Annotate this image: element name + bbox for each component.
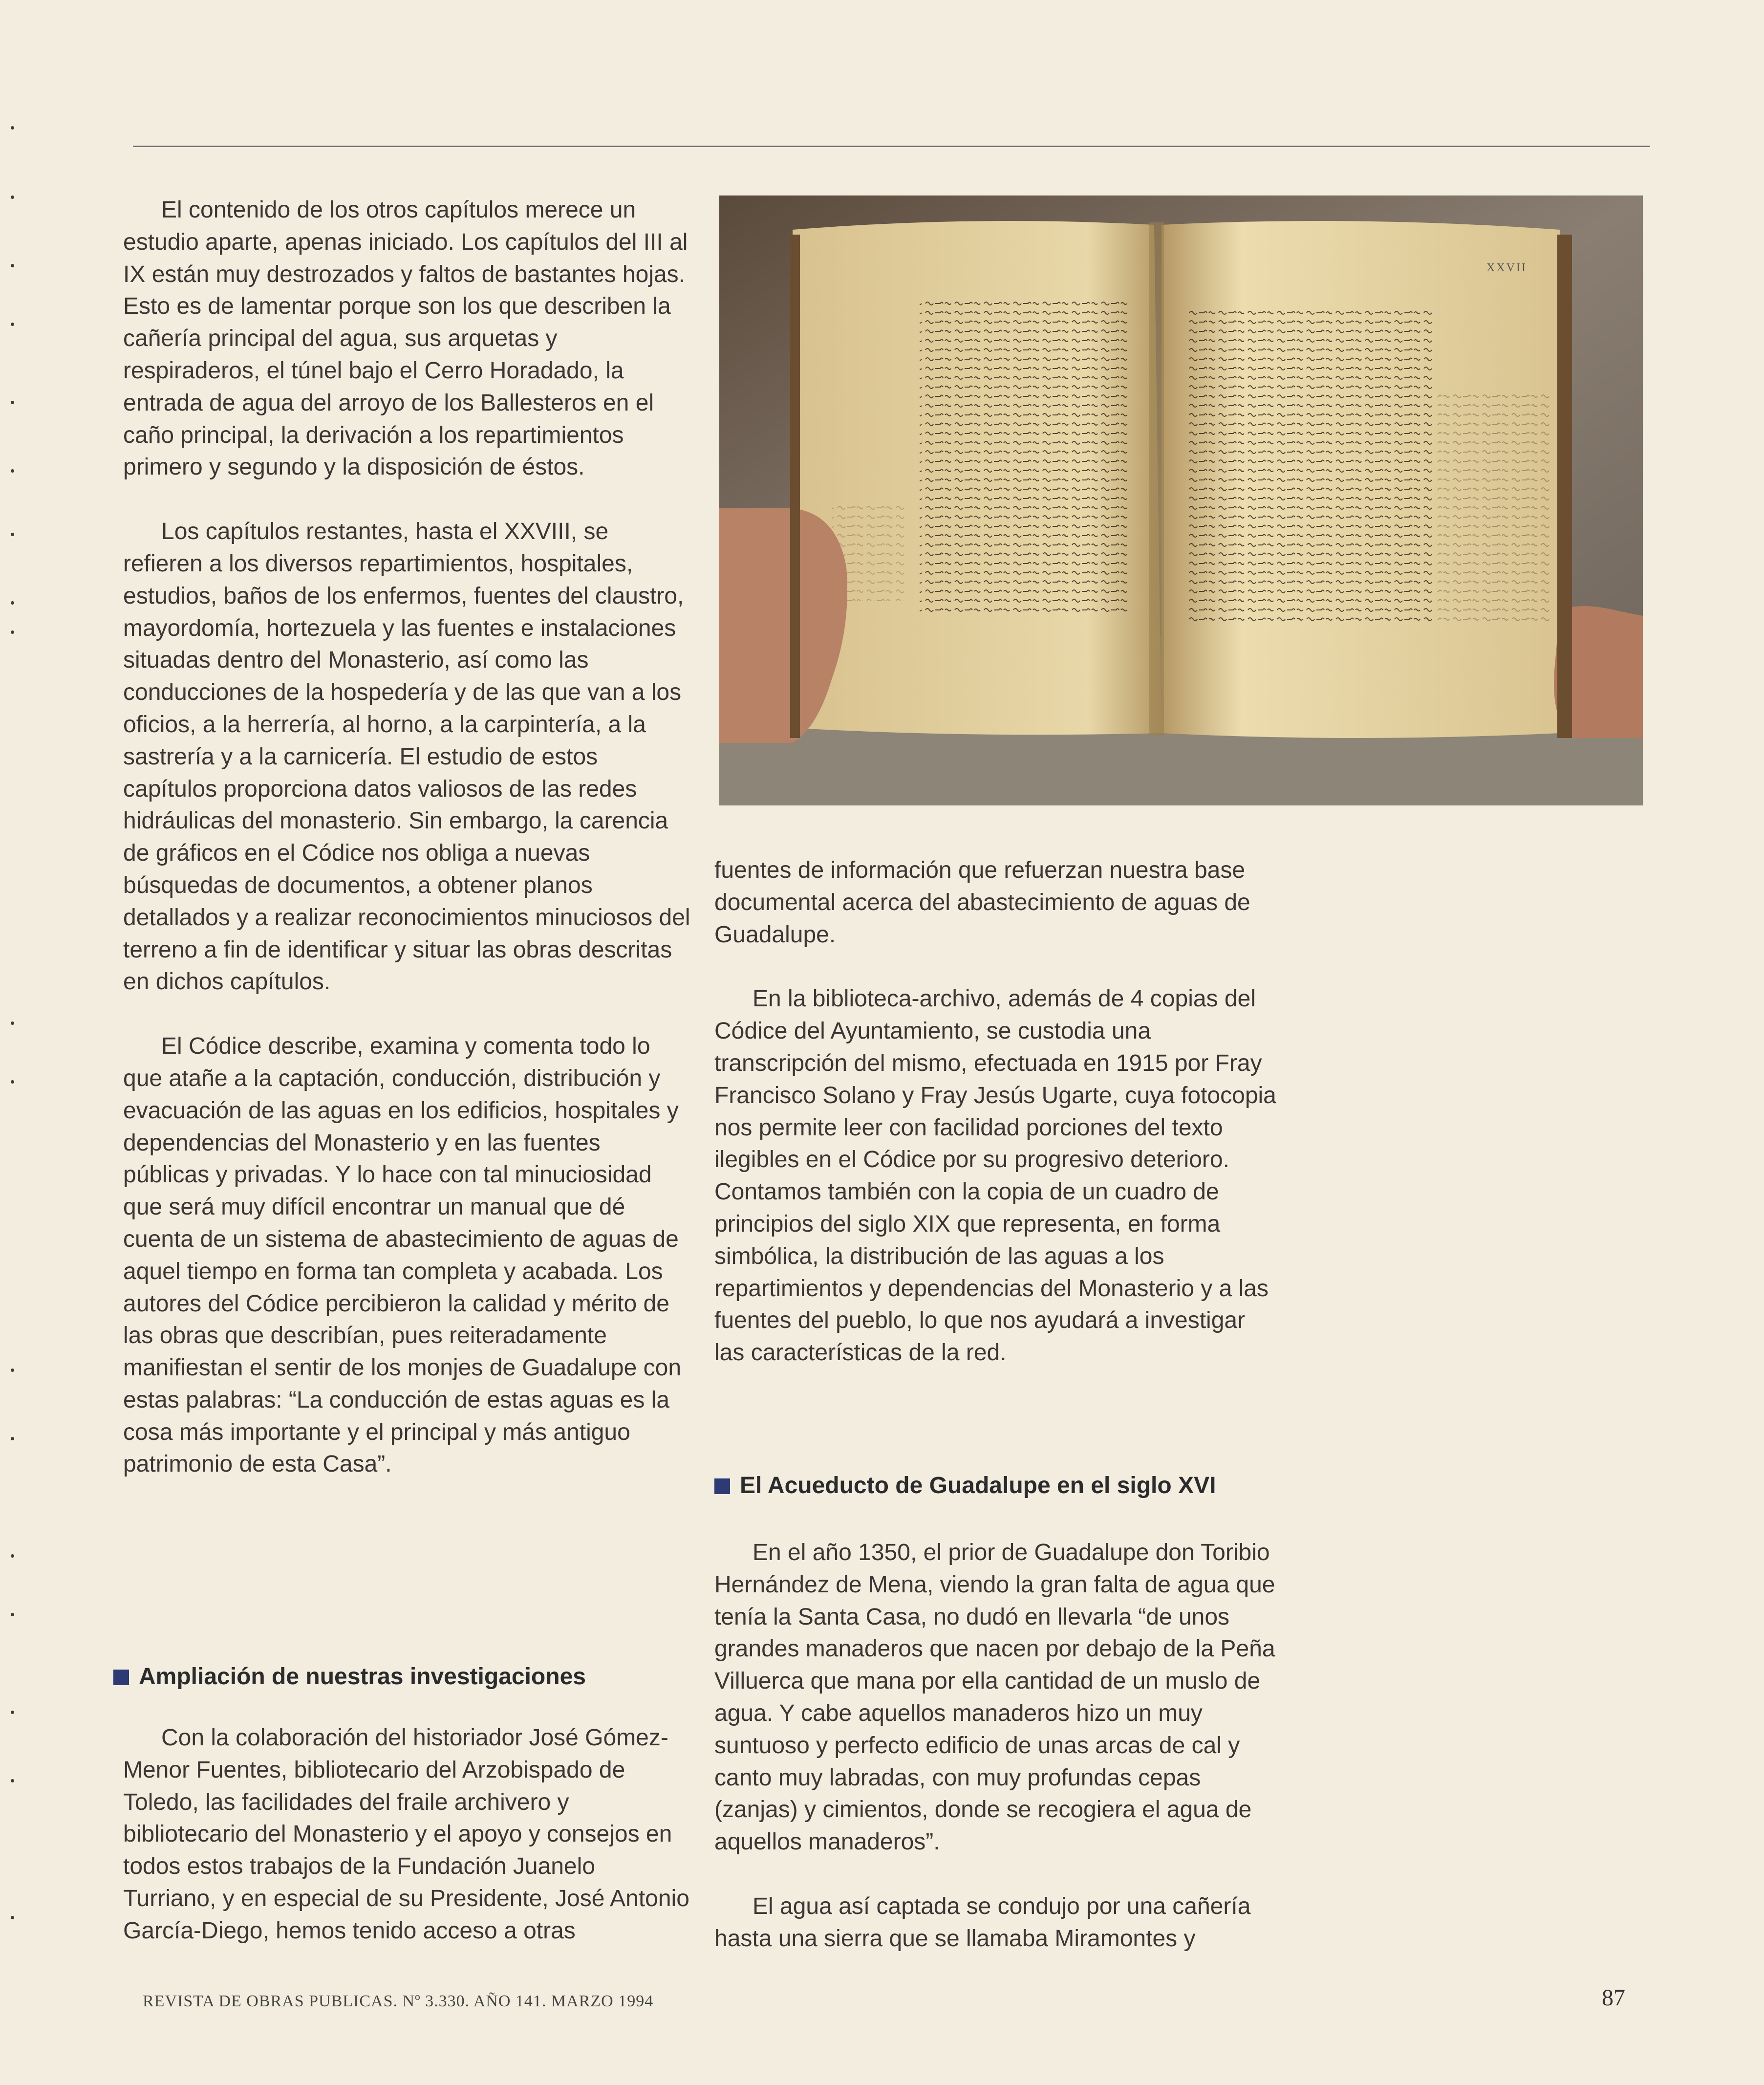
bullet-square-icon: [113, 1670, 129, 1685]
section-heading-acueducto: El Acueducto de Guadalupe en el siglo XVI: [714, 1472, 1216, 1499]
paragraph: El Códice describe, examina y comenta todo lo que atañe a la captación, conducción, distribución y evacuación de las aguas en los edificios, hospitales y dependencias del Monasterio y en las fuentes públicas y privadas. Y lo hace con tal minuciosidad que será muy difícil encontrar un manual que dé cuenta de un sistema de abastecimiento de aguas de aquel tiempo en forma tan completa y acabada. Los autores del Códice percibieron la calidad y mérito de las obras que describían, pues reiteradamente manifiestan el sentir de los monjes de Guadalupe con estas palabras: “La conducción de estas aguas es la cosa más importante y el principal y más antiguo patrimonio de esta Casa”.: [123, 1033, 682, 1477]
paragraph: El agua así captada se condujo por una cañería hasta una sierra que se llamaba Miramontes y: [714, 1893, 1251, 1952]
paragraph: fuentes de información que refuerzan nuestra base documental acerca del abastecimiento de aguas de Guadalupe.: [714, 857, 1250, 948]
paragraph: Los capítulos restantes, hasta el XXVIII, se refieren a los diversos repartimientos, hospitales, estudios, baños de los enfermos, fuentes del claustro, mayordomía, hortezuela y las fuentes e instalaciones situadas dentro del Monasterio, así como las conducciones de la hospedería y de las que van a los oficios, a la herrería, al horno, a la carpintería, a la sastrería y a la carnicería. El estudio de estos capítulos proporciona datos valiosos de las redes hidráulicas del monasterio. Sin embargo, la carencia de gráficos en el Códice nos obliga a nuevas búsquedas de documentos, a obtener planos detallados y a realizar reconocimientos minuciosos del terreno a fin de identificar y situar las obras descritas en dichos capítulos.: [123, 519, 690, 995]
right-column-continuation: [714, 1537, 1281, 1955]
paragraph: En el año 1350, el prior de Guadalupe don Toribio Hernández de Mena, viendo la gran falta de agua que tenía la Santa Casa, no dudó en llevarla “de unos grandes manaderos que nacen por debajo de la Peña Villuerca que mana por ella cantidad de un muslo de agua. Y cabe aquellos manaderos hizo un muy suntuoso y perfecto edificio de unas arcas de cal y canto muy labradas, con muy profundas cepas (zanjas) y cimientos, donde se recogiera el agua de aquellos manaderos”.: [714, 1540, 1275, 1855]
section-heading-ampliacion: Ampliación de nuestras investigaciones: [113, 1663, 586, 1690]
left-column-text: [123, 194, 691, 1480]
left-column-continuation: [123, 1722, 691, 1947]
journal-footer: REVISTA DE OBRAS PUBLICAS. Nº 3.330. AÑO 141. MARZO 1994: [143, 1992, 654, 2010]
folio-mark: XXVII: [1486, 261, 1527, 274]
paragraph: Con la colaboración del historiador José Gómez-Menor Fuentes, bibliotecario del Arzobispado de Toledo, las facilidades del fraile archivero y bibliotecario del Monasterio y el apoyo y consejos en todos estos trabajos de la Fundación Juanelo Turriano, y en especial de su Presidente, José Antonio García-Diego, hemos tenido acceso a otras: [123, 1725, 689, 1944]
binding-marks: [0, 0, 29, 2085]
page-number: 87: [1602, 1985, 1625, 2011]
right-column-text: [714, 854, 1281, 1369]
codex-photograph: [719, 195, 1643, 805]
paragraph: En la biblioteca-archivo, además de 4 copias del Códice del Ayuntamiento, se custodia una transcripción del mismo, efectuada en 1915 por Fray Francisco Solano y Fray Jesús Ugarte, cuya fotocopia nos permite leer con facilidad porciones del texto ilegibles en el Códice por su progresivo deterioro. Contamos también con la copia de un cuadro de principios del siglo XIX que representa, en forma simbólica, la distribución de las aguas a los repartimientos y dependencias del Monasterio y a las fuentes del pueblo, lo que nos ayudará a investigar las características de la red.: [714, 986, 1276, 1366]
bullet-square-icon: [714, 1478, 730, 1494]
header-rule: [133, 146, 1650, 147]
paragraph: El contenido de los otros capítulos merece un estudio aparte, apenas iniciado. Los capítulos del III al IX están muy destrozados y faltos de bastantes hojas. Esto es de lamentar porque son los que describen la cañería principal del agua, sus arquetas y respiraderos, el túnel bajo el Cerro Horadado, la entrada de agua del arroyo de los Ballesteros en el caño principal, la derivación a los repartimientos primero y segundo y la disposición de éstos.: [123, 197, 688, 480]
